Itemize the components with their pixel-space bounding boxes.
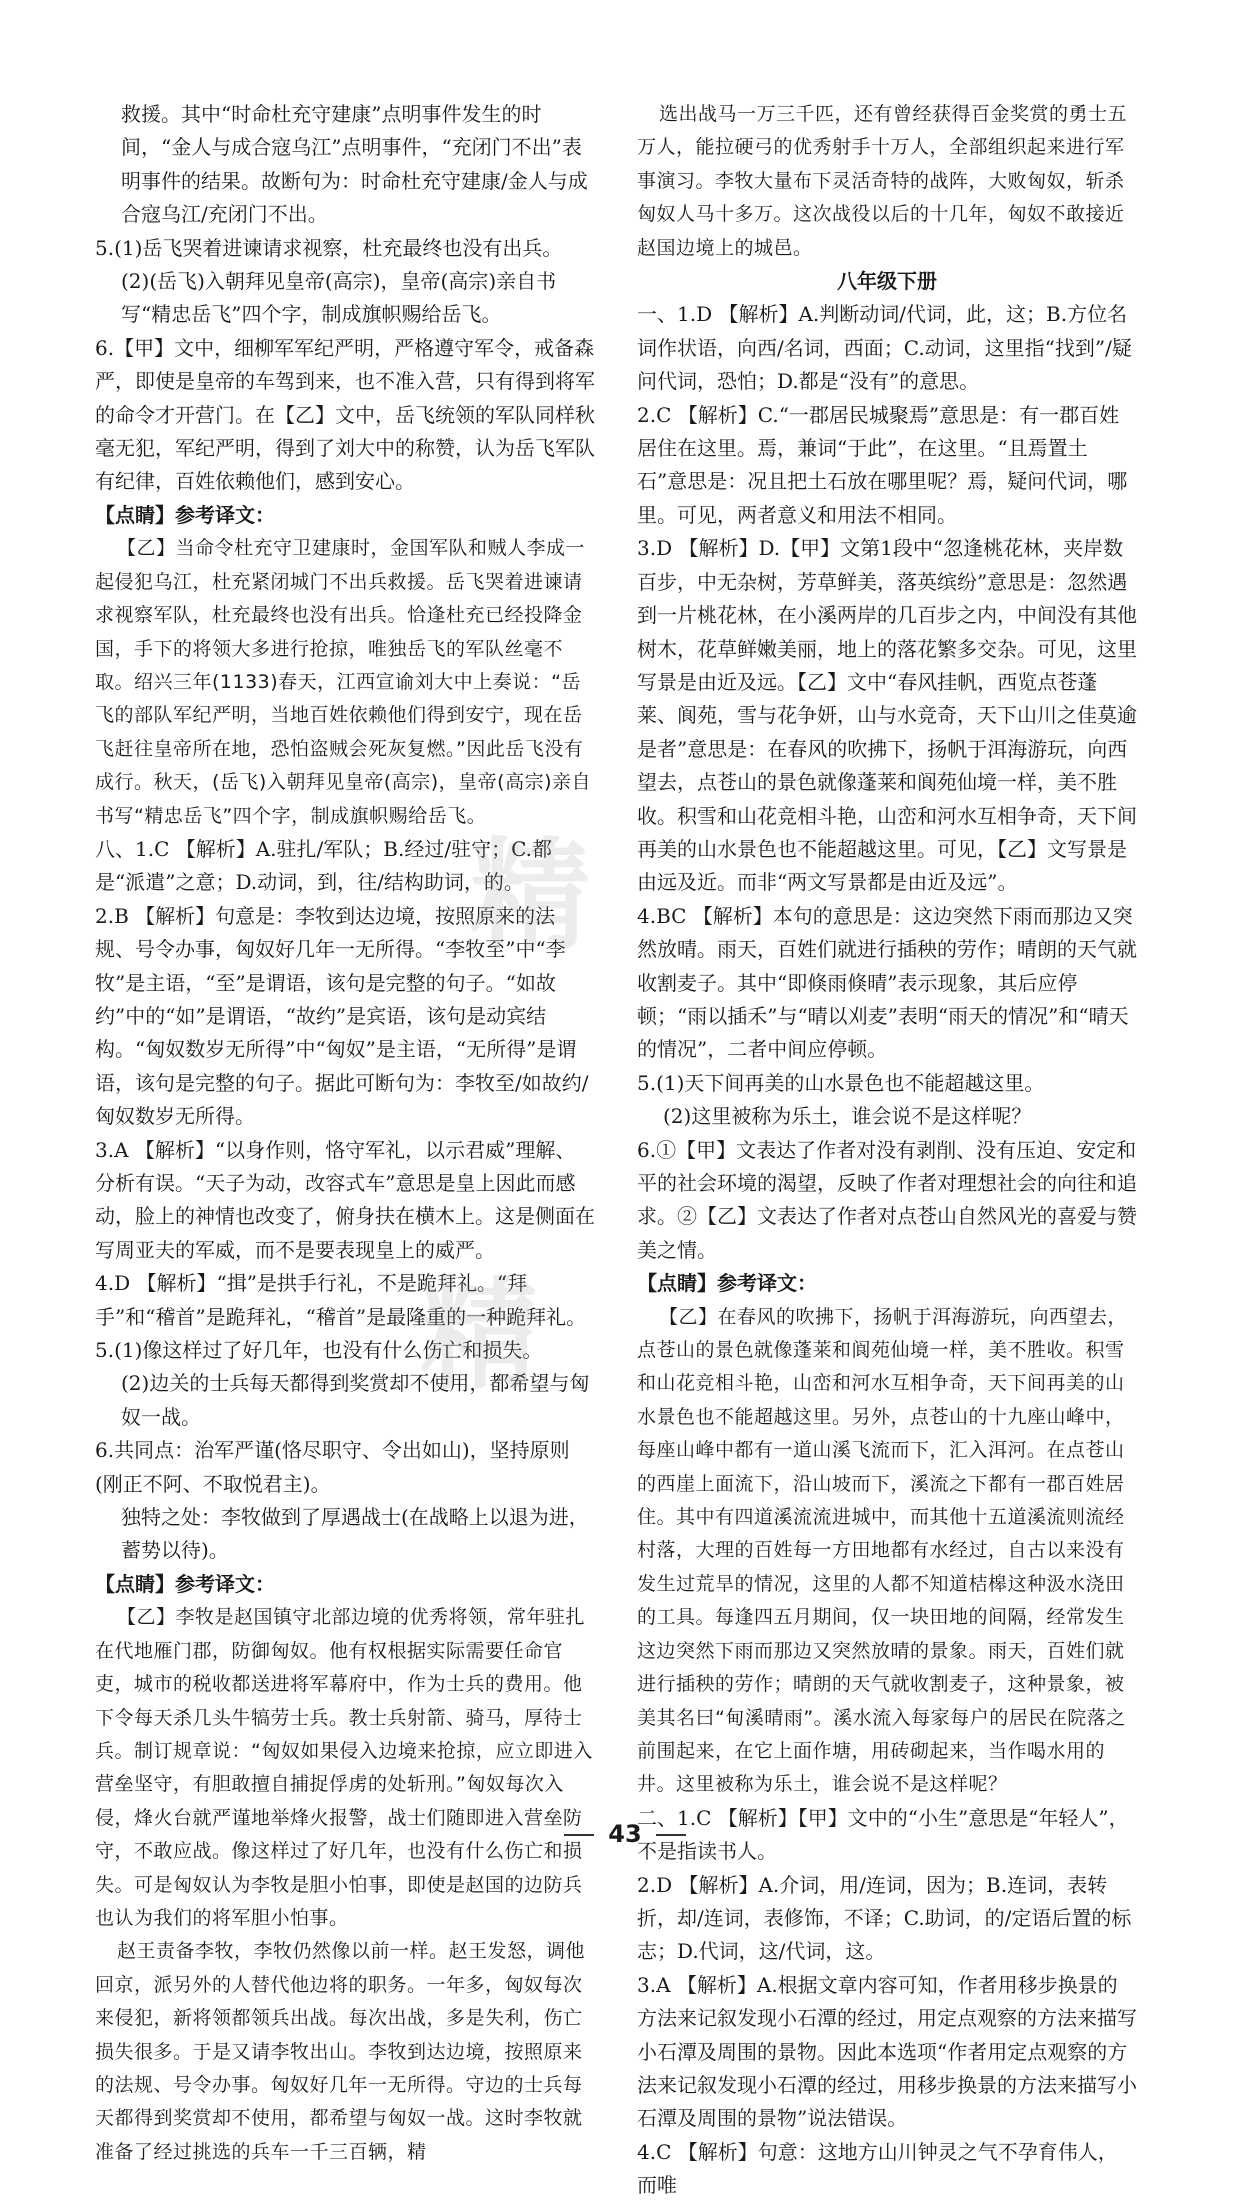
paragraph: 赵王责备李牧，李牧仍然像以前一样。赵王发怒，调他回京，派另外的人替代他边将的职务。一年多，匈奴每次来侵犯，新将领都领兵出战。每次出战，多是失利，伤亡损失很多。于是又请李牧出山。李牧到达边境，按照原来的法规、号令办事。匈奴好几年一无所得。守边的士兵每天都得到奖赏却不使用，都希望与匈奴一战。这时李牧就准备了经过挑选的兵车一千三百辆，精 [95,1940,586,2163]
paragraph: 2.B 【解析】句意是：李牧到达边境，按照原来的法规、号令办事，匈奴好几年一无所得。“李牧至”中“李牧”是主语，“至”是谓语，该句是完整的句子。“如故约”中的“如”是谓语，“故约”是宾语，该句是动宾结构。“匈奴数岁无所得”中“匈奴”是主语，“无所得”是谓语，该句是完整的句子。据此可断句为：李牧至/如故约/匈奴数岁无所得。 [95,903,589,1129]
page-footer [0,1820,1250,1848]
page-number: 43 [608,1820,642,1848]
paragraph: 3.A 【解析】A.根据文章内容可知，作者用移步换景的方法来记叙发现小石潭的经过，用定点观察的方法来描写小石潭及周围的景物。因此本选项“作者用定点观察的方法来记叙发现小石潭的经过，用移步换景的方法来描写小石潭及周围的景物”说法错误。 [637,1972,1137,2131]
paragraph: 【乙】李牧是赵国镇守北部边境的优秀将领，常年驻扎在代地雁门郡，防御匈奴。他有权根据实际需要任命官吏，城市的税收都送进将军幕府中，作为士兵的费用。他下令每天杀几头牛犒劳士兵。教士兵射箭、骑马，厚待士兵。制订规章说：“匈奴如果侵入边境来抢掠，应立即进入营垒坚守，有胆敢擅自捕捉俘虏的处斩刑。”匈奴每次入侵，烽火台就严谨地举烽火报警，战士们随即进入营垒防守，不敢应战。像这样过了好几年，也没有什么伤亡和损失。可是匈奴认为李牧是胆小怕事，即使是赵国的边防兵也认为我们的将军胆小怕事。 [95,1606,593,1929]
footer-dash [656,1834,686,1836]
paragraph: 独特之处：李牧做到了厚遇战士(在战略上以退为进，蓄势以待)。 [121,1505,589,1563]
paragraph: 6.①【甲】文表达了作者对没有剥削、没有压迫、安定和平的社会环境的渴望，反映了作者对理想社会的向往和追求。②【乙】文表达了作者对点苍山自然风光的喜爱与赞美之情。 [637,1137,1137,1262]
watermark: 精 [470,827,600,966]
left-column [95,98,595,2169]
paragraph: 【乙】在春风的吹拂下，扬帆于洱海游玩，向西望去，点苍山的景色就像蓬莱和阆苑仙境一样，美不胜收。积雪和山花竞相斗艳，山峦和河水互相争奇，天下间再美的山水景色也不能超越这里。另外，点苍山的十九座山峰中，每座山峰中都有一道山溪飞流而下，汇入洱河。在点苍山的西崖上面流下，沿山坡而下，溪流之下都有一郡百姓居住。其中有四道溪流流进城中，而其他十五道溪流则流经村落，大理的百姓每一方田地都有水经过，自古以来没有发生过荒旱的情况，这里的人都不知道桔槔这种汲水浇田的工具。每逢四五月期间，仅一块田地的间隔，经常发生这边突然下雨而那边又突然放晴的景象。雨天，百姓们就进行插秧的劳作；晴朗的天气就收割麦子，这种景象，被美其名曰“甸溪晴雨”。溪水流入每家每户的居民在院落之前围起来，在它上面作塘，用砖砌起来，当作喝水用的井。这里被称为乐土，谁会说不是这样呢？ [637,1305,1128,1796]
paragraph: 八年级下册 [837,269,937,294]
paragraph: 3.A 【解析】“以身作则，恪守军礼，以示君威”理解、分析有误。“天子为动，改容式车”意思是皇上因此而感动，脸上的神情也改变了，俯身扶在横木上。这是侧面在写周亚夫的军威，而不是要表现皇上的威严。 [95,1137,595,1262]
paragraph: 5.(1)岳飞哭着进谏请求视察，杜充最终也没有出兵。 [95,235,563,260]
paragraph: 2.C 【解析】C.“一郡居民城聚焉”意思是：有一郡百姓居住在这里。焉，兼词“于此”，在这里。“且焉置土石”意思是：况且把土石放在哪里呢？焉，疑问代词，哪里。可见，两者意义和用法不相同。 [637,402,1128,527]
paragraph: 6.共同点：治军严谨(恪尽职守、令出如山)，坚持原则(刚正不阿、不取悦君主)。 [95,1438,570,1496]
paragraph: 【点睛】参考译文： [637,1271,817,1296]
paragraph: 5.(1)天下间再美的山水景色也不能超越这里。 [637,1070,1045,1095]
paragraph: 八、1.C 【解析】A.驻扎/军队；B.经过/驻守；C.都是“派遣”之意；D.动词，到，往/结构助词，的。 [95,836,553,895]
paragraph: 2.D 【解析】A.介词，用/连词，因为；B.连词，表转折，却/连词，表修饰，不译；C.助词，的/定语后置的标志；D.代词，这/代词，这。 [637,1872,1132,1964]
paragraph: 4.BC 【解析】本句的意思是：这边突然下雨而那边又突然放晴。雨天，百姓们就进行插秧的劳作；晴朗的天气就收割麦子。其中“即倏雨倏晴”表示现象，其后应停顿；“雨以插禾”与“晴以刈麦”表明“雨天的情况”和“晴天的情况”，二者中间应停顿。 [637,903,1137,1062]
paragraph: 【乙】当命令杜充守卫建康时，金国军队和贼人李成一起侵犯乌江，杜充紧闭城门不出兵救援。岳飞哭着进谏请求视察军队，杜充最终也没有出兵。恰逢杜充已经投降金国，手下的将领大多进行抢掠，唯独岳飞的军队丝毫不取。绍兴三年(1133)春天，江西宣谕刘大中上奏说：“岳飞的部队军纪严明，当地百姓依赖他们得到安宁，现在岳飞赶往皇帝所在地，恐怕盗贼会死灰复燃。”因此岳飞没有成行。秋天，(岳飞)入朝拜见皇帝(高宗)，皇帝(高宗)亲自书写“精忠岳飞”四个字，制成旗帜赐给岳飞。 [95,537,591,827]
paragraph: 救援。其中“时命杜充守建康”点明事件发生的时间，“金人与成合寇乌江”点明事件，“充闭门不出”表明事件的结果。故断句为：时命杜充守建康/金人与成合寇乌江/充闭门不出。 [121,102,588,227]
paragraph: 一、1.D 【解析】A.判断动词/代词，此，这；B.方位名词作状语，向西/名词，西面；C.动词，这里指“找到”/疑问代词，恐怕；D.都是“没有”的意思。 [637,302,1132,394]
paragraph: 4.C 【解析】句意：这地方山川钟灵之气不孕育伟人，而唯 [637,2139,1118,2198]
right-column [637,98,1137,2203]
paragraph: 3.D 【解析】D.【甲】文第1段中“忽逢桃花林，夹岸数百步，中无杂树，芳草鲜美，落英缤纷”意思是：忽然遇到一片桃花林，在小溪两岸的几百步之内，中间没有其他树木，花草鲜嫩美丽，地上的落花繁多交杂。可见，这里写景是由近及远。【乙】文中“春风挂帆，西览点苍蓬莱、阆苑，雪与花争妍，山与水竞奇，天下山川之佳莫逾是者”意思是：在春风的吹拂下，扬帆于洱海游玩，向西望去，点苍山的景色就像蓬莱和阆苑仙境一样，美不胜收。积雪和山花竞相斗艳，山峦和河水互相争奇，天下间再美的山水景色也不能超越这里。可见，【乙】文写景是由远及近。而非“两文写景都是由近及远”。 [637,536,1137,895]
footer-dash [564,1834,594,1836]
paragraph: 5.(1)像这样过了好几年，也没有什么伤亡和损失。 [95,1338,543,1363]
paragraph: 【点睛】参考译文： [95,502,275,527]
paragraph: 选出战马一万三千匹，还有曾经获得百金奖赏的勇士五万人，能拉硬弓的优秀射手十万人，全部组织起来进行军事演习。李牧大量布下灵活奇特的战阵，大败匈奴，斩杀匈奴人马十多万。这次战役以后的十几年，匈奴不敢接近赵国边境上的城邑。 [637,103,1128,259]
paragraph: (2)边关的士兵每天都得到奖赏却不使用，都希望与匈奴一战。 [121,1371,590,1429]
paragraph: 6.【甲】文中，细柳军军纪严明，严格遵守军令，戒备森严，即使是皇帝的车驾到来，也不准入营，只有得到将军的命令才开营门。在【乙】文中，岳飞统领的军队同样秋毫无犯，军纪严明，得到了刘大中的称赞，认为岳飞军队有纪律，百姓依赖他们，感到安心。 [95,335,595,494]
paragraph: 二、1.C 【解析】【甲】文中的“小生”意思是“年轻人”，不是指读书人。 [637,1805,1129,1864]
paragraph: 4.D 【解析】“揖”是拱手行礼，不是跪拜礼。“拜手”和“稽首”是跪拜礼，“稽首”是最隆重的一种跪拜礼。 [95,1271,587,1329]
watermark: 精 [420,1267,550,1406]
paragraph: 【点睛】参考译文： [95,1571,275,1596]
paragraph: (2)(岳飞)入朝拜见皇帝(高宗)，皇帝(高宗)亲自书写“精忠岳飞”四个字，制成旗帜赐给岳飞。 [121,269,557,327]
paragraph: (2)这里被称为乐土，谁会说不是这样呢？ [663,1104,1032,1129]
